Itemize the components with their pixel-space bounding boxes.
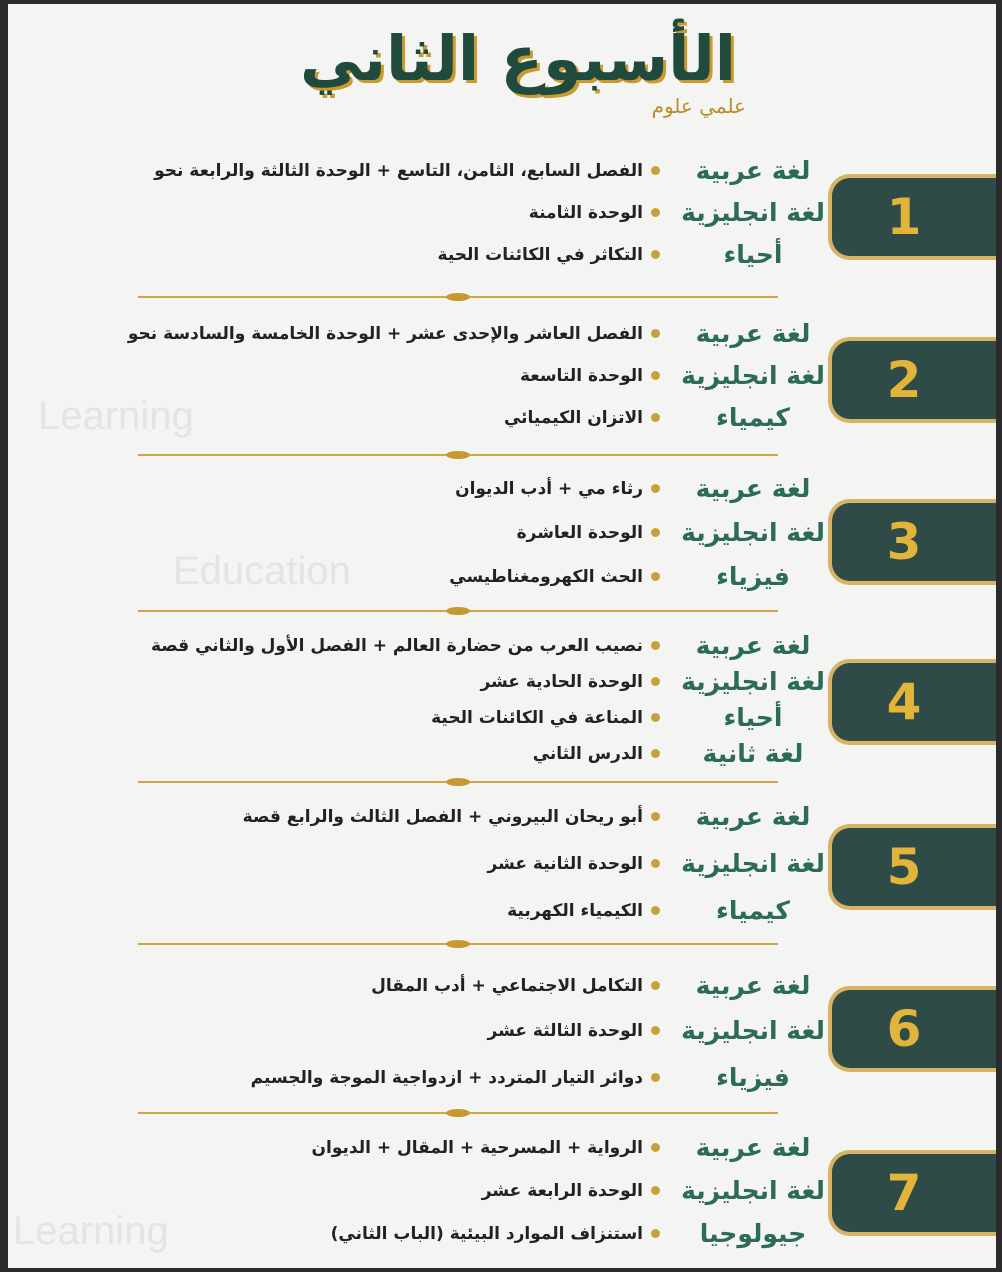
schedule-row — [8, 736, 838, 772]
topic-text: رثاء مي + أدب الديوان — [455, 479, 643, 499]
subject-label: لغة عربية — [695, 474, 811, 503]
schedule-row — [8, 799, 838, 835]
subject-label: لغة انجليزية — [681, 849, 825, 878]
topic-text: المناعة في الكائنات الحية — [431, 708, 643, 728]
subject-label: فيزياء — [716, 1063, 790, 1092]
schedule-row — [8, 237, 838, 273]
topic-text: التكامل الاجتماعي + أدب المقال — [371, 976, 643, 996]
watermark-education: Education — [173, 549, 351, 593]
divider — [138, 781, 778, 783]
page-subtitle: علمي علوم — [651, 94, 746, 118]
divider — [138, 943, 778, 945]
divider — [138, 610, 778, 612]
schedule-row — [8, 1130, 838, 1166]
week-number-badge — [828, 337, 996, 423]
bullet-icon — [651, 1026, 660, 1035]
subject-label: جيولوجيا — [699, 1219, 807, 1248]
week-number-badge — [828, 499, 996, 585]
bullet-icon — [651, 413, 660, 422]
bullet-icon — [651, 749, 660, 758]
week-number: 3 — [886, 513, 922, 571]
topic-text: الوحدة التاسعة — [519, 366, 643, 386]
bullet-icon — [651, 713, 660, 722]
topic-text: الوحدة الثانية عشر — [487, 854, 643, 874]
schedule-row — [8, 153, 838, 189]
divider — [138, 454, 778, 456]
bullet-icon — [651, 1143, 660, 1152]
topic-text: الدرس الثاني — [532, 744, 643, 764]
week-number: 1 — [886, 188, 922, 246]
bullet-icon — [651, 166, 660, 175]
schedule-row — [8, 968, 838, 1004]
schedule-row — [8, 559, 838, 595]
week-number-badge — [828, 986, 996, 1072]
schedule-row — [8, 893, 838, 929]
topic-text: الاتزان الكيميائي — [503, 408, 643, 428]
schedule-row — [8, 316, 838, 352]
bullet-icon — [651, 641, 660, 650]
topic-text: الكيمياء الكهربية — [507, 901, 643, 921]
week-number-badge — [828, 659, 996, 745]
schedule-row — [8, 515, 838, 551]
schedule-row — [8, 195, 838, 231]
bullet-icon — [651, 484, 660, 493]
week-number: 4 — [886, 673, 922, 731]
week-number: 6 — [886, 1000, 922, 1058]
schedule-row — [8, 400, 838, 436]
topic-text: استنزاف الموارد البيئية (الباب الثاني) — [330, 1224, 643, 1244]
schedule-row — [8, 1013, 838, 1049]
subject-label: لغة ثانية — [702, 739, 804, 768]
subject-label: لغة عربية — [695, 971, 811, 1000]
topic-text: الوحدة الرابعة عشر — [481, 1181, 643, 1201]
topic-text: دوائر التيار المتردد + ازدواجية الموجة والجسيم — [250, 1068, 643, 1088]
week-number: 7 — [886, 1164, 922, 1222]
topic-text: الرواية + المسرحية + المقال + الديوان — [311, 1138, 643, 1158]
subject-label: لغة انجليزية — [681, 198, 825, 227]
schedule-row — [8, 1216, 838, 1252]
topic-text: الفصل السابع، الثامن، التاسع + الوحدة الثالثة والرابعة نحو — [154, 161, 643, 181]
subject-label: لغة عربية — [695, 631, 811, 660]
page-title: الأسبوع الثاني — [299, 22, 736, 95]
schedule-row — [8, 700, 838, 736]
topic-text: الحث الكهرومغناطيسي — [449, 567, 643, 587]
watermark-learning-bottom: Learning — [13, 1209, 169, 1253]
subject-label: لغة انجليزية — [681, 667, 825, 696]
bullet-icon — [651, 859, 660, 868]
subject-label: لغة انجليزية — [681, 1176, 825, 1205]
week-number: 2 — [886, 351, 922, 409]
subject-label: أحياء — [723, 240, 783, 269]
bullet-icon — [651, 1073, 660, 1082]
topic-text: الوحدة الثامنة — [528, 203, 643, 223]
subject-label: لغة عربية — [695, 156, 811, 185]
schedule-row — [8, 471, 838, 507]
week-number-badge — [828, 174, 996, 260]
bullet-icon — [651, 250, 660, 259]
bullet-icon — [651, 371, 660, 380]
divider — [138, 296, 778, 298]
schedule-row — [8, 1173, 838, 1209]
subject-label: لغة انجليزية — [681, 518, 825, 547]
bullet-icon — [651, 572, 660, 581]
topic-text: الوحدة الثالثة عشر — [487, 1021, 643, 1041]
schedule-row — [8, 846, 838, 882]
bullet-icon — [651, 1229, 660, 1238]
bullet-icon — [651, 677, 660, 686]
bullet-icon — [651, 981, 660, 990]
topic-text: الوحدة العاشرة — [516, 523, 643, 543]
schedule-row — [8, 628, 838, 664]
subject-label: لغة انجليزية — [681, 361, 825, 390]
subject-label: لغة عربية — [695, 319, 811, 348]
topic-text: أبو ريحان البيروني + الفصل الثالث والرابع قصة — [242, 807, 643, 827]
divider — [138, 1112, 778, 1114]
bullet-icon — [651, 812, 660, 821]
subject-label: كيمياء — [716, 896, 790, 925]
subject-label: لغة عربية — [695, 1133, 811, 1162]
schedule-row — [8, 358, 838, 394]
subject-label: فيزياء — [716, 562, 790, 591]
topic-text: نصيب العرب من حضارة العالم + الفصل الأول والثاني قصة — [150, 636, 643, 656]
week-number-badge — [828, 1150, 996, 1236]
schedule-row — [8, 1060, 838, 1096]
schedule-page — [8, 4, 996, 1268]
schedule-row — [8, 664, 838, 700]
watermark-learning: Learning — [38, 394, 194, 438]
topic-text: الفصل العاشر والإحدى عشر + الوحدة الخامسة والسادسة نحو — [127, 324, 643, 344]
week-number-badge — [828, 824, 996, 910]
bullet-icon — [651, 906, 660, 915]
week-number: 5 — [886, 838, 922, 896]
topic-text: الوحدة الحادية عشر — [480, 672, 643, 692]
bullet-icon — [651, 1186, 660, 1195]
subject-label: لغة انجليزية — [681, 1016, 825, 1045]
subject-label: أحياء — [723, 703, 783, 732]
bullet-icon — [651, 528, 660, 537]
bullet-icon — [651, 329, 660, 338]
subject-label: كيمياء — [716, 403, 790, 432]
bullet-icon — [651, 208, 660, 217]
subject-label: لغة عربية — [695, 802, 811, 831]
topic-text: التكاثر في الكائنات الحية — [437, 245, 643, 265]
